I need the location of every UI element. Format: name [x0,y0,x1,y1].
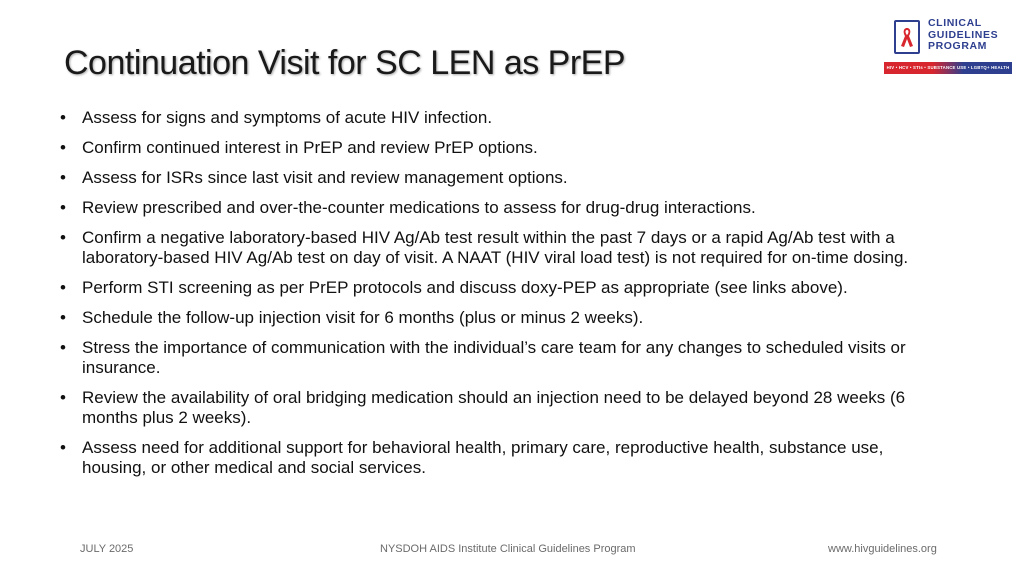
logo-frame [894,20,920,54]
logo-line-2: GUIDELINES [928,28,999,41]
bullet-item: • Assess for signs and symptoms of acute HIV infection. [60,108,930,128]
bullet-item: • Perform STI screening as per PrEP protocols and discuss doxy-PEP as appropriate (see links above). [60,278,930,298]
bullet-item: • Review the availability of oral bridging medication should an injection need to be delayed beyond 28 weeks (6 months plus 2 weeks). [60,388,930,428]
bullet-item: • Schedule the follow-up injection visit for 6 months (plus or minus 2 weeks). [60,308,930,328]
bullet-item: • Assess need for additional support for behavioral health, primary care, reproductive health, substance use, housing, or other medical and social services. [60,438,930,478]
footer-org: NYSDOH AIDS Institute Clinical Guidelines Program [380,543,636,555]
slide-title: Continuation Visit for SC LEN as PrEP [64,44,626,82]
logo-line-1: CLINICAL [928,17,982,29]
footer-date: JULY 2025 [80,543,134,555]
red-ribbon-icon [900,26,914,48]
bullet-list [60,108,930,488]
footer-url[interactable]: www.hivguidelines.org [828,543,937,555]
bullet-item: • Stress the importance of communication with the individual’s care team for any changes to scheduled visits or insurance. [60,338,930,378]
logo-tagline: HIV • HCV • STIs • SUBSTANCE USE • LGBTQ+ HEALTH [884,62,1012,74]
bullet-item: • Review prescribed and over-the-counter medications to assess for drug-drug interactions. [60,198,930,218]
bullet-item: • Confirm a negative laboratory-based HIV Ag/Ab test result within the past 7 days or a rapid Ag/Ab test with a laboratory-based HIV Ag/Ab test on day of visit. A NAAT (HIV viral load test) is not required for on-time dosing. [60,228,930,268]
bullet-item: • Confirm continued interest in PrEP and review PrEP options. [60,138,930,158]
bullet-item: • Assess for ISRs since last visit and review management options. [60,168,930,188]
clinical-guidelines-logo [884,18,1012,78]
logo-wordmark [928,18,998,53]
logo-line-3: PROGRAM [928,40,988,52]
